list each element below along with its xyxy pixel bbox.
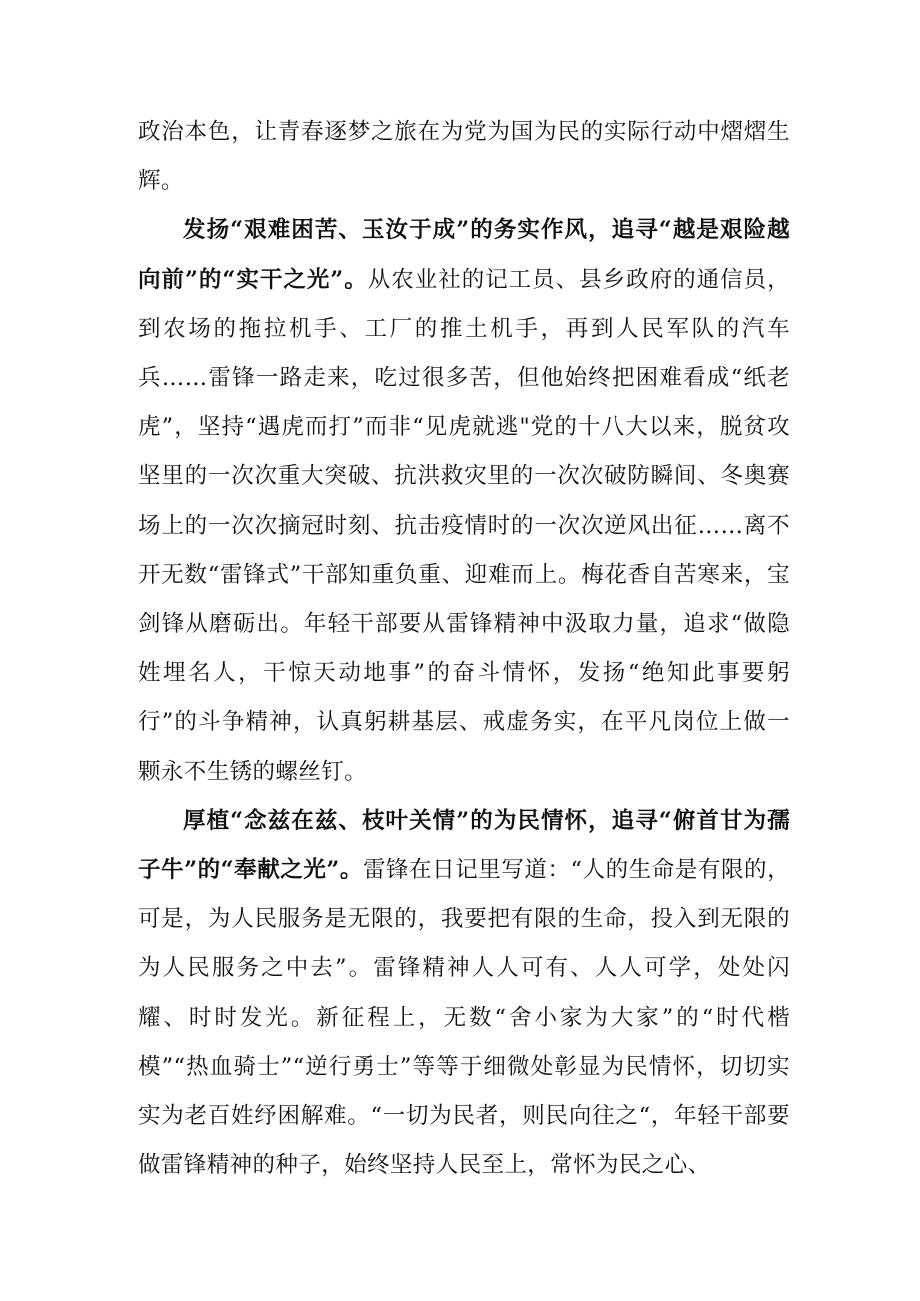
paragraph-lead-heading: 厚植“念兹在兹、枝叶关情”的为民情怀，追寻“俯首甘为孺子牛”的“奉献之光”。: [138, 807, 790, 884]
paragraph-practical-style: [138, 206, 790, 796]
paragraph-body: 政治本色，让青春逐梦之旅在为党为国为民的实际行动中熠熠生辉。: [138, 119, 790, 195]
paragraph-lead-heading: 发扬“艰难困苦、玉汝于成”的务实作风，追寻“越是艰险越向前”的“实干之光”。: [138, 217, 790, 293]
paragraph-continuation: [138, 108, 790, 206]
paragraph-body: 从农业社的记工员、县乡政府的通信员，到农场的拖拉机手、工厂的推土机手，再到人民军队的汽车兵……雷锋一路走来，吃过很多苦，但他始终把困难看成“纸老虎”，坚持“遇虎而打”而非“见虎就逃"党的十八大以来，脱贫攻坚里的一次次重大突破、抗洪救灾里的一次次破防瞬间、冬奥赛场上的一次次摘冠时刻、抗击疫情时的一次次逆风出征……离不开无数“雷锋式”干部知重负重、迎难而上。梅花香自苦寒来，宝剑锋从磨砺出。年轻干部要从雷锋精神中汲取力量，追求“做隐姓埋名人，干惊天动地事”的奋斗情怀，发扬“绝知此事要躬行”的斗争精神，认真躬耕基层、戒虚务实，在平凡岗位上做一颗永不生锈的螺丝钉。: [138, 266, 790, 785]
paragraph-people-feelings: [138, 797, 790, 1191]
paragraph-body: 雷锋在日记里写道：“人的生命是有限的，可是，为人民服务是无限的，我要把有限的生命，投入到无限的为人民服务之中去”。雷锋精神人人可有、人人可学，处处闪耀、时时发光。新征程上，无数“舍小家为大家”的“时代楷模”“热血骑士”“逆行勇士”等等于细微处彰显为民情怀，切切实实为老百姓纾困解难。“一切为民者，则民向往之“，年轻干部要做雷锋精神的种子，始终坚持人民至上，常怀为民之心、: [138, 857, 790, 1179]
document-page: [138, 108, 790, 1190]
